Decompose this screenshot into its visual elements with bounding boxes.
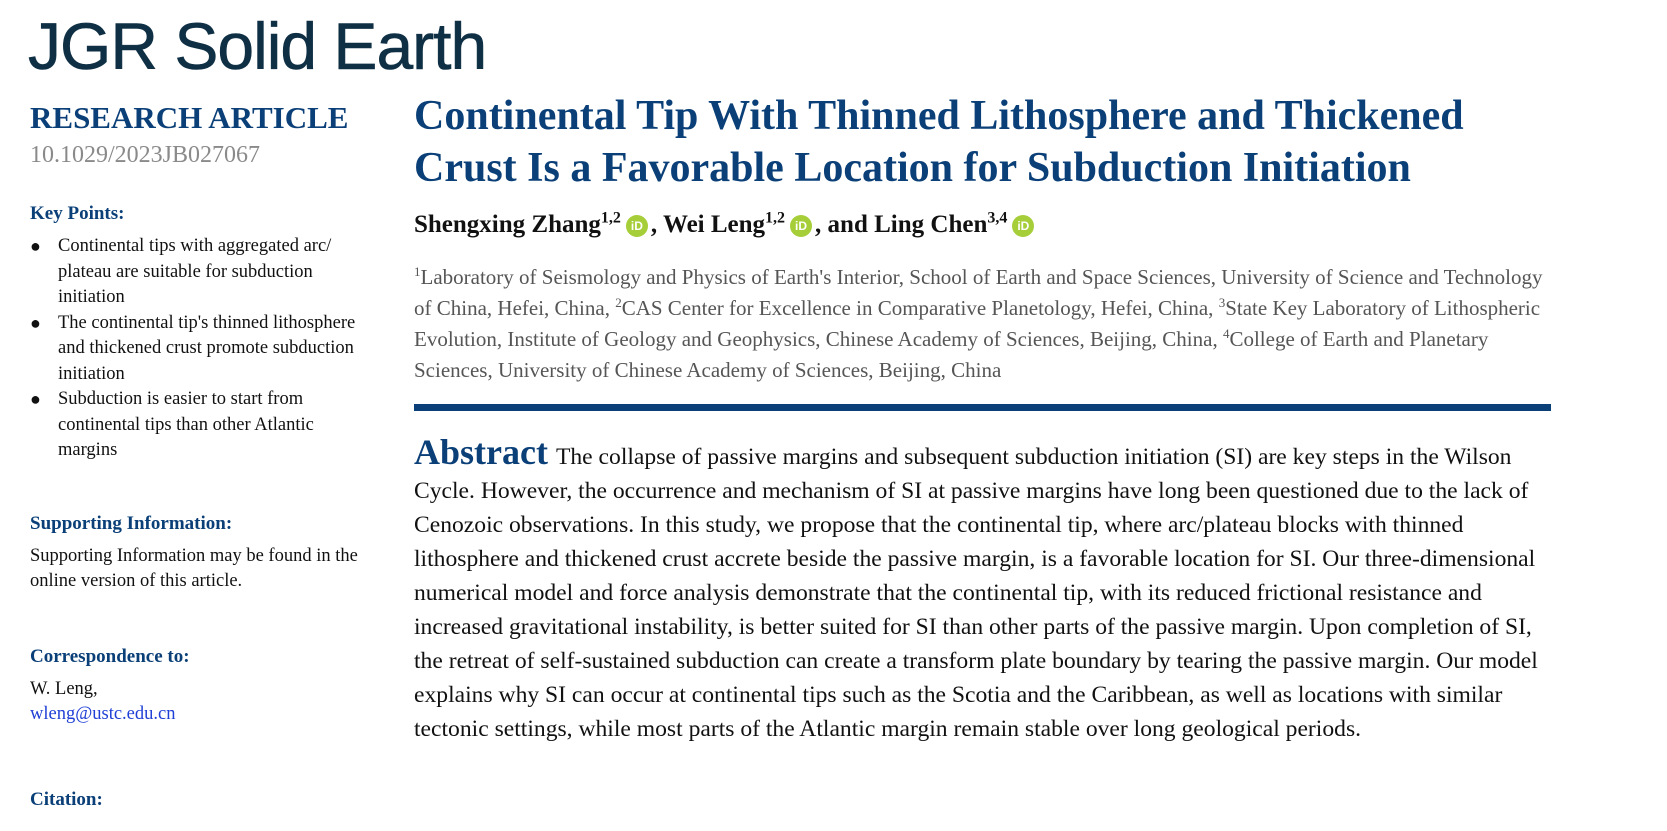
section-divider	[414, 404, 1551, 411]
author-affiliation: 1,2	[600, 209, 621, 227]
bullet-icon: ●	[30, 236, 41, 256]
citation-heading: Citation:	[30, 788, 103, 810]
supporting-info-heading: Supporting Information:	[30, 512, 233, 534]
author-name: Wei Leng	[662, 211, 766, 238]
affiliation-text: Laboratory of Seismology and Physics of Earth's Interior, School of Earth and Space Sciences, University of Science and Technology of China, Hefei, China,	[414, 265, 1543, 320]
supporting-info-text: Supporting Information may be found in the online version of this article.	[30, 545, 358, 591]
key-point-item: ● The continental tip's thinned lithosphere and thickened crust promote subduction initiation	[30, 312, 356, 384]
affiliation-text: State Key Laboratory of Lithospheric Evolution, Institute of Geology and Geophysics, Chinese Academy of Sciences, Beijing, China,	[414, 296, 1541, 351]
orcid-icon[interactable]: iD	[626, 215, 648, 237]
affiliations: $^1$Laboratory of Seismology and Physics of Earth's Interior, School of Earth and Space Sciences, University of Science and Technology of China, Hefei, China, $^2$CAS Center for Excellence in Comparative Planetology, Hefei, China, $^3$State Key Laboratory of Lithospheric Evolution, Institute of Geology and Geophysics, Chinese Academy of Sciences, Beijing, China, $^4$College of Earth and Planetary Sciences, University of Chinese Academy of Sciences, Beijing, China	[414, 264, 1543, 382]
bullet-icon: ●	[30, 389, 41, 409]
sidebar	[30, 100, 375, 812]
orcid-icon[interactable]: iD	[1012, 215, 1034, 237]
doi[interactable]: 10.1029/2023JB027067	[30, 142, 261, 168]
key-points-heading: Key Points:	[30, 203, 125, 224]
journal-title: JGR Solid Earth	[28, 9, 487, 83]
article-type: RESEARCH ARTICLE	[30, 100, 349, 135]
key-points-list	[30, 234, 375, 464]
abstract-text: The collapse of passive margins and subsequent subduction initiation (SI) are key steps in the Wilson Cycle. However, the occurrence and mechanism of SI at passive margins have long been questioned due to the lack of Cenozoic observations. In this study, we propose that the continental tip, where arc/plateau blocks with thinned lithosphere and thickened crust accrete beside the passive margin, is a favorable location for SI. Our three-dimensional numerical model and force analysis demonstrate that the continental tip, with its reduced frictional resistance and increased gravitational instability, is better suited for SI than other parts of the passive margin. Upon completion of SI, the retreat of self-sustained subduction can create a transform plate boundary by tearing the passive margin. Our model explains why SI can occur at continental tips such as the Scotia and the Caribbean, as well as locations with similar tectonic settings, while most parts of the Atlantic margin remain stable over long geological periods.	[414, 444, 1538, 742]
correspondence-heading: Correspondence to:	[30, 645, 190, 667]
key-point-item: ● Subduction is easier to start from continental tips than other Atlantic margins	[30, 389, 314, 460]
paper-title: Continental Tip With Thinned Lithosphere and Thickened Crust Is a Favorable Location for Subduction Initiation	[414, 93, 1464, 191]
bullet-icon: ●	[30, 312, 41, 333]
affiliation-text: CAS Center for Excellence in Comparative Planetology, Hefei, China,	[621, 296, 1219, 320]
correspondence-name: W. Leng,	[30, 678, 98, 699]
author-affiliation: 3,4	[987, 209, 1008, 227]
correspondence-block	[30, 677, 375, 728]
author-separator: ,	[650, 211, 663, 238]
author-name: Shengxing Zhang	[414, 211, 601, 238]
affiliation-text: College of Earth and Planetary Sciences, University of Chinese Academy of Sciences, Beijing, China	[414, 327, 1489, 382]
author-separator: , and	[815, 211, 875, 238]
abstract	[414, 432, 1554, 746]
correspondence-email-link[interactable]: wleng@ustc.edu.cn	[30, 704, 176, 724]
orcid-icon[interactable]: iD	[790, 215, 812, 237]
main-content	[414, 90, 1554, 746]
key-point-item: ● Continental tips with aggregated arc/ plateau are suitable for subduction initiation	[30, 236, 332, 307]
author-list	[414, 208, 1554, 242]
abstract-label: Abstract	[414, 432, 548, 472]
author-name: Ling Chen	[874, 211, 988, 238]
author-affiliation: 1,2	[765, 209, 786, 227]
